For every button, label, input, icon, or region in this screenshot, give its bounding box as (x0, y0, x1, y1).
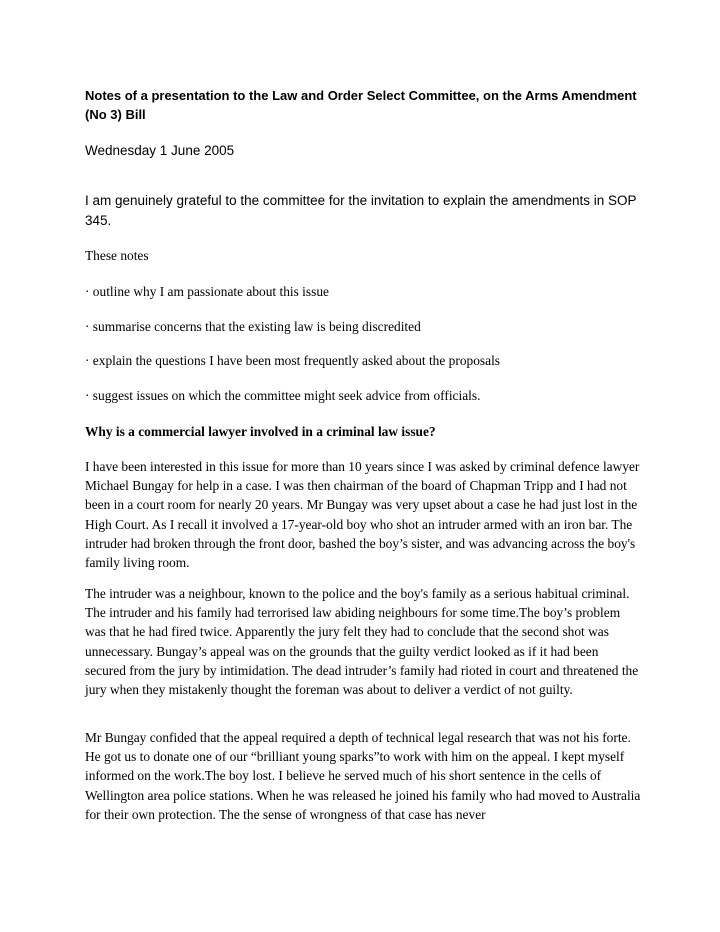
intro-paragraph: I am genuinely grateful to the committee for the invitation to explain the amendments in SOP 345. (85, 193, 637, 228)
body-paragraph: Mr Bungay confided that the appeal required a depth of technical legal research that was not his forte. He got us to donate one of our “brilliant young sparks”to work with him on the appeal. I kept myself informed on the work.The boy lost. I believe he served much of his short sentence in the cells of Wellington area police stations. When he was released he joined his family who had moved to Australia for their own protection. The the sense of wrongness of that case has never (85, 730, 641, 822)
bullet-item: · summarise concerns that the existing law is being discredited (85, 319, 421, 334)
bullet-item: · outline why I am passionate about this issue (85, 284, 329, 299)
document-title: Notes of a presentation to the Law and Order Select Committee, on the Arms Amendment (No 3) Bill (85, 88, 637, 122)
notes-lead: These notes (85, 248, 149, 263)
body-paragraph: The intruder was a neighbour, known to the police and the boy's family as a serious habitual criminal. The intruder and his family had terrorised law abiding neighbours for some time.The boy’s problem was that he had fired twice. Apparently the jury felt they had to conclude that the second shot was unnecessary. Bungay’s appeal was on the grounds that the guilty verdict looked as if it had been secured from the jury by intimidation. The dead intruder’s family had rioted in court and threatened the jury when they mistakenly thought the foreman was about to deliver a verdict of not guilty. (85, 586, 639, 698)
bullet-item: · suggest issues on which the committee might seek advice from officials. (85, 388, 481, 403)
section-heading: Why is a commercial lawyer involved in a criminal law issue? (85, 424, 436, 439)
bullet-item: · explain the questions I have been most frequently asked about the proposals (85, 353, 500, 368)
body-paragraph: I have been interested in this issue for more than 10 years since I was asked by criminal defence lawyer Michael Bungay for help in a case. I was then chairman of the board of Chapman Tripp and I had not been in a court room for nearly 20 years. Mr Bungay was very upset about a case he had just lost in the High Court. As I recall it involved a 17-year-old boy who shot an intruder armed with an iron bar. The intruder had broken through the front door, bashed the boy’s sister, and was advancing across the boy's family living room. (85, 459, 640, 571)
document-date: Wednesday 1 June 2005 (85, 143, 235, 158)
